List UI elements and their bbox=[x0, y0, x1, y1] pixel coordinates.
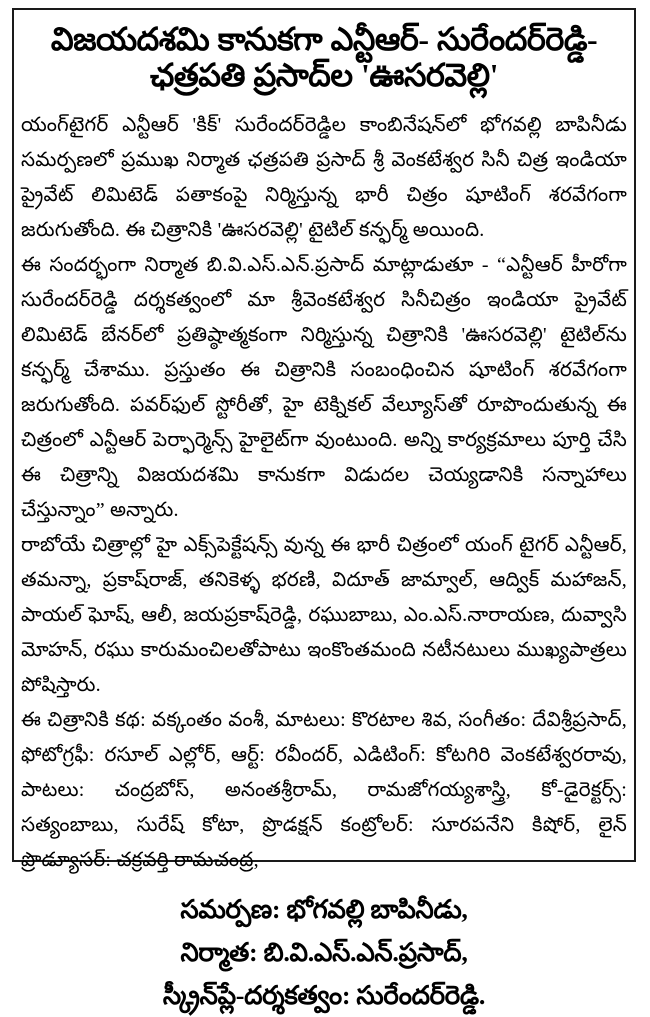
paragraph-crew-list: ఈ చిత్రానికి కథ: వక్కంతం వంశీ, మాటలు: కొరటాల శివ, సంగీతం: దేవిశ్రీప్రసాద్, ఫోటోగ్రఫీ: రసూల్ ఎల్లోర్, ఆర్ట్: రవీందర్, ఎడిటింగ్: కోటగిరి వెంకటేశ్వరరావు, పాటలు: చంద్రబోస్, అనంతశ్రీరామ్, రామజోగయ్యశాస్త్రి, కో-డైరెక్టర్స్: సత్యంబాబు, సురేష్ కోటా, ప్రొడక్షన్ కంట్రోలర్: సూరపనేని కిషోర్, లైన్ ప్రొడ్యూసర్: చక్రవర్తి రామచంద్ర, bbox=[21, 708, 627, 871]
paragraph-producer-statement: ఈ సందర్భంగా నిర్మాత బి.వి.ఎస్.ఎన్.ప్రసాద్ మాట్లాడుతూ - “ఎన్టీఆర్ హీరోగా సురేందర్‌రెడ్డి దర్శకత్వంలో మా శ్రీవెంకటేశ్వర సినీచిత్రం ఇండియా ప్రైవేట్ లిమిటెడ్ బేనర్‌లో ప్రతిష్ఠాత్మకంగా నిర్మిస్తున్న చిత్రానికి 'ఊసరవెల్లి' టైటిల్‌ను కన్ఫర్మ్ చేశాము. ప్రస్తుతం ఈ చిత్రానికి సంబంధించిన షూటింగ్ శరవేగంగా జరుగుతోంది. పవర్‌ఫుల్ స్టోరీతో, హై టెక్నికల్ వేల్యూస్‌తో రూపొందుతున్న ఈ చిత్రంలో ఎన్టీఆర్ పెర్ఫార్మెన్స్ హైలైట్‌గా వుంటుంది. అన్ని కార్యక్రమాలు పూర్తి చేసి ఈ చిత్రాన్ని విజయదశమి కానుకగా విడుదల చెయ్యడానికి సన్నాహాలు చేస్తున్నాం” అన్నారు. bbox=[21, 253, 627, 521]
press-release-page bbox=[12, 8, 636, 1010]
article-body bbox=[21, 108, 627, 878]
paragraph-cast-list: రాబోయే చిత్రాల్లో హై ఎక్స్‌పెక్టేషన్స్ వున్న ఈ భారీ చిత్రంలో యంగ్ టైగర్ ఎన్టీఆర్, తమన్నా, ప్రకాష్‌రాజ్, తనికెళ్ళ భరణి, విదూత్ జామ్వాల్, ఆద్విక్ మహాజన్, పాయల్ ఘోష్, ఆలీ, జయప్రకాష్‌రెడ్డి, రఘుబాబు, ఎం.ఎస్.నారాయణ, దువ్వాసి మోహన్, రఘు కారుమంచిలతోపాటు ఇంకొంతమంది నటీనటులు ముఖ్యపాత్రలు పోషిస్తారు. bbox=[21, 533, 627, 696]
credit-producer: నిర్మాత: బి.వి.ఎస్.ఎన్.ప్రసాద్, bbox=[180, 937, 468, 967]
paragraph-production-announcement: యంగ్‌టైగర్ ఎన్టీఆర్ 'కిక్' సురేందర్‌రెడ్డిల కాంబినేషన్‌లో భోగవల్లి బాపినీడు సమర్పణలో ప్రముఖ నిర్మాత ఛత్రపతి ప్రసాద్ శ్రీ వెంకటేశ్వర సినీ చిత్ర ఇండియా ప్రైవేట్ లిమిటెడ్ పతాకంపై నిర్మిస్తున్న భారీ చిత్రం షూటింగ్ శరవేగంగా జరుగుతోంది. ఈ చిత్రానికి 'ఊసరవెల్లి' టైటిల్ కన్ఫర్మ్ అయింది. bbox=[21, 113, 627, 241]
headline: విజయదశమి కానుకగా ఎన్టీఆర్- సురేందర్‌రెడ్డి-ఛత్రపతి ప్రసాద్‌ల 'ఊసరవెల్లి' bbox=[50, 21, 598, 93]
credit-director: స్క్రీన్‌ప్లే-దర్శకత్వం: సురేందర్‌రెడ్డి. bbox=[162, 980, 486, 1010]
credit-presenter: సమర్పణ: భోగవల్లి బాపినీడు, bbox=[180, 894, 468, 924]
credits-block bbox=[21, 888, 627, 1017]
